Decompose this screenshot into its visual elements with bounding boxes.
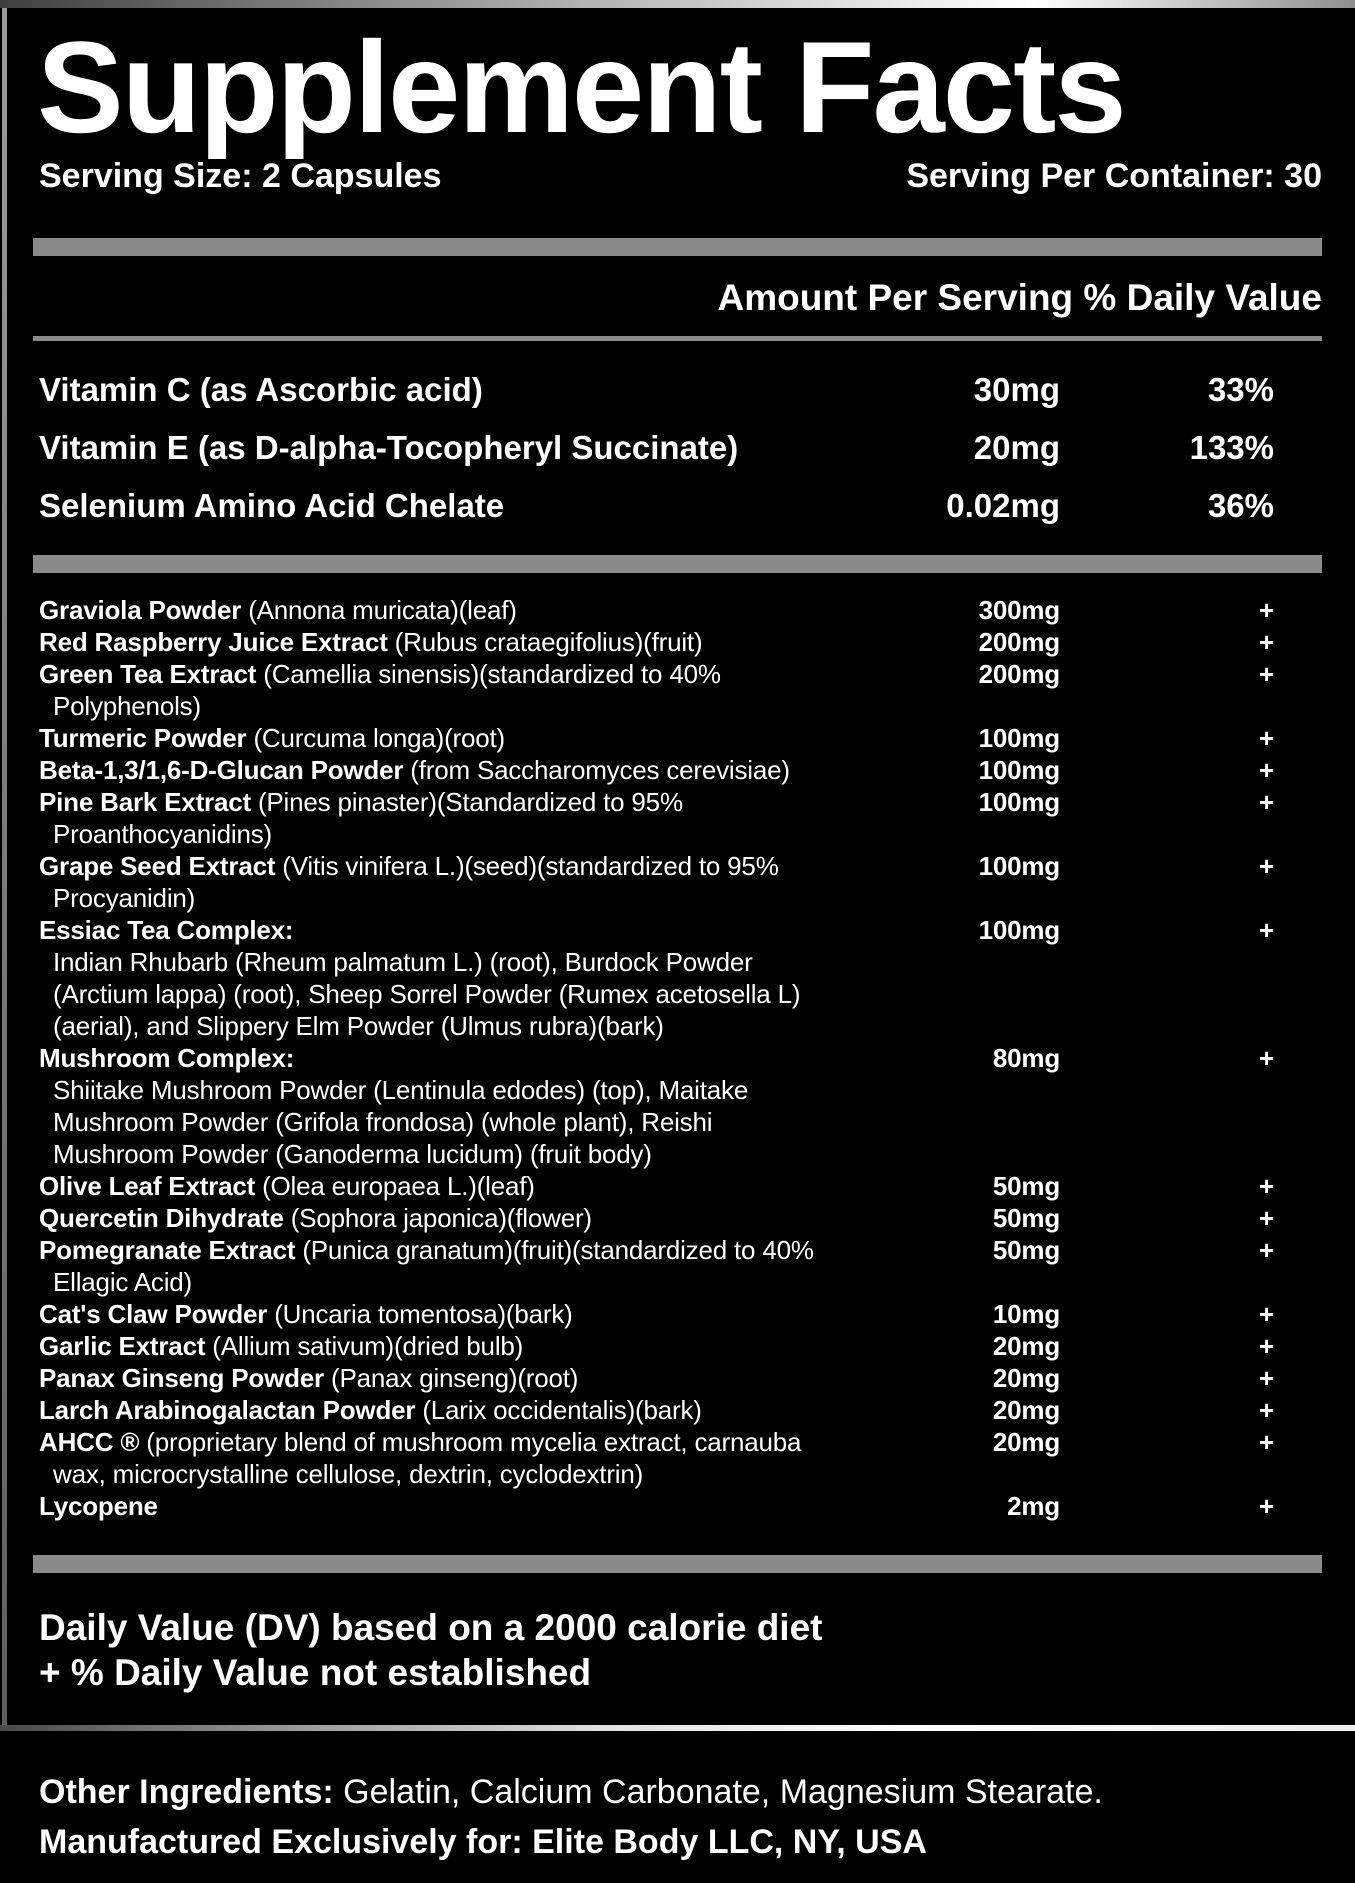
ingredient-description: (Rubus crataegifolius)(fruit) (394, 627, 703, 657)
ingredient-amount: 20mg (992, 1363, 1060, 1393)
ingredient-amount: 10mg (992, 1299, 1060, 1329)
ingredient-daily-value: + (1259, 851, 1274, 881)
ingredient-row (33, 658, 1322, 722)
ingredient-amount: 200mg (978, 627, 1060, 657)
ingredient-name: Larch Arabinogalactan Powder (39, 1395, 416, 1425)
ingredient-row (33, 1298, 1322, 1330)
ingredient-amount: 100mg (978, 915, 1060, 945)
ingredient-main-line (33, 1202, 1322, 1234)
ingredient-amount: 50mg (992, 1235, 1060, 1265)
ingredient-name: Pomegranate Extract (39, 1235, 296, 1265)
ingredient-name: Turmeric Powder (39, 723, 247, 753)
ingredient-name: Mushroom Complex: (39, 1043, 295, 1073)
other-ingredients-label: Other Ingredients: (39, 1773, 334, 1811)
ingredient-row (33, 850, 1322, 914)
ingredient-name-cell (33, 722, 860, 754)
divider-thin-rule (33, 336, 1322, 341)
ingredient-description: (from Saccharomyces cerevisiae) (410, 755, 790, 785)
ingredient-description: (Olea europaea L.)(leaf) (262, 1171, 535, 1201)
ingredient-description: (Panax ginseng)(root) (330, 1363, 579, 1393)
ingredient-description: (Vitis vinifera L.)(seed)(standardized to 95% (282, 851, 779, 881)
vitamin-name: Vitamin C (as Ascorbic acid) (39, 371, 483, 408)
ingredient-name: Graviola Powder (39, 595, 242, 625)
footer (33, 1767, 1322, 1867)
ingredient-daily-value: + (1259, 1203, 1274, 1233)
ingredient-name: Olive Leaf Extract (39, 1171, 256, 1201)
ingredient-daily-value: + (1259, 1299, 1274, 1329)
ingredient-daily-value: + (1259, 659, 1274, 689)
ingredient-row (33, 594, 1322, 626)
ingredient-name-cell (33, 1234, 860, 1266)
ingredient-row (33, 1170, 1322, 1202)
ingredient-amount: 2mg (1007, 1491, 1060, 1521)
ingredient-description: (Uncaria tomentosa)(bark) (274, 1299, 573, 1329)
ingredient-daily-value: + (1259, 723, 1274, 753)
ingredient-daily-value: + (1259, 1491, 1274, 1521)
ingredient-name: Essiac Tea Complex: (39, 915, 294, 945)
ingredient-amount: 50mg (992, 1171, 1060, 1201)
ingredient-main-line (33, 1490, 1322, 1522)
ingredient-main-line (33, 626, 1322, 658)
ingredient-description: (Larix occidentalis)(bark) (422, 1395, 702, 1425)
vitamin-amount: 0.02mg (946, 487, 1060, 524)
ingredient-name-cell (33, 1426, 860, 1458)
vitamin-daily-value: 133% (1189, 429, 1274, 466)
ingredient-amount: 100mg (978, 723, 1060, 753)
ingredient-description: (Sophora japonica)(flower) (290, 1203, 592, 1233)
page-title: Supplement Facts (37, 14, 1125, 160)
ingredient-amount: 20mg (992, 1395, 1060, 1425)
ingredient-daily-value: + (1259, 1043, 1274, 1073)
ingredient-row (33, 1394, 1322, 1426)
ingredient-daily-value: + (1259, 627, 1274, 657)
vitamin-amount: 30mg (973, 371, 1060, 408)
ingredient-main-line (33, 1362, 1322, 1394)
vitamin-daily-value: 33% (1207, 371, 1274, 408)
ingredient-continuation-line: Indian Rhubarb (Rheum palmatum L.) (root), Burdock Powder (53, 947, 753, 977)
ingredient-name: Lycopene (39, 1491, 158, 1521)
ingredient-daily-value: + (1259, 1235, 1274, 1265)
ingredient-main-line (33, 850, 1322, 882)
ingredient-amount: 20mg (992, 1331, 1060, 1361)
ingredient-name-cell (33, 1394, 860, 1426)
vitamin-name: Selenium Amino Acid Chelate (39, 487, 505, 524)
ingredient-main-line (33, 786, 1322, 818)
ingredient-daily-value: + (1259, 595, 1274, 625)
vitamin-row (33, 477, 1322, 535)
ingredient-continuation-line: (aerial), and Slippery Elm Powder (Ulmus rubra)(bark) (53, 1011, 664, 1041)
ingredient-continuation-line: Shiitake Mushroom Powder (Lentinula edodes) (top), Maitake (53, 1075, 749, 1105)
ingredient-row (33, 1362, 1322, 1394)
ingredient-main-line (33, 1170, 1322, 1202)
ingredient-name-cell (33, 1490, 860, 1522)
ingredient-main-line (33, 1298, 1322, 1330)
ingredient-daily-value: + (1259, 1395, 1274, 1425)
ingredient-daily-value: + (1259, 755, 1274, 785)
serving-per-container-text: Serving Per Container: 30 (906, 157, 1322, 195)
ingredient-row (33, 1330, 1322, 1362)
ingredient-name-cell (33, 1170, 860, 1202)
ingredient-name: Red Raspberry Juice Extract (39, 627, 388, 657)
ingredient-description: (Pines pinaster)(Standardized to 95% (257, 787, 683, 817)
ingredient-main-line (33, 1394, 1322, 1426)
ingredient-main-line (33, 594, 1322, 626)
ingredient-main-line (33, 1234, 1322, 1266)
daily-value-footnote: Daily Value (DV) based on a 2000 calorie diet (39, 1607, 823, 1648)
column-header: Amount Per Serving % Daily Value (717, 277, 1322, 318)
other-ingredients-line (39, 1767, 1322, 1817)
ingredient-continuation-line: Ellagic Acid) (53, 1267, 193, 1297)
ingredient-name: Grape Seed Extract (39, 851, 276, 881)
ingredient-continuation-line: Mushroom Powder (Grifola frondosa) (whole plant), Reishi (53, 1107, 713, 1137)
ingredient-amount: 80mg (992, 1043, 1060, 1073)
serving-info-row (33, 156, 1322, 196)
vitamin-name: Vitamin E (as D-alpha-Tocopheryl Succinate) (39, 429, 739, 466)
ingredient-main-line (33, 658, 1322, 690)
ingredient-row (33, 1490, 1322, 1522)
ingredient-description: (Camellia sinensis)(standardized to 40% (263, 659, 721, 689)
ingredient-main-line (33, 1330, 1322, 1362)
serving-size-text: Serving Size: 2 Capsules (39, 157, 442, 195)
not-established-footnote: + % Daily Value not established (39, 1652, 592, 1693)
ingredient-row (33, 786, 1322, 850)
manufactured-line: Manufactured Exclusively for: Elite Body LLC, NY, USA (39, 1823, 927, 1861)
ingredient-main-line (33, 1426, 1322, 1458)
ingredient-row (33, 722, 1322, 754)
ingredient-name-cell (33, 1330, 860, 1362)
ingredient-amount: 100mg (978, 787, 1060, 817)
ingredient-daily-value: + (1259, 787, 1274, 817)
divider-bar-top (33, 238, 1322, 256)
vitamin-amount: 20mg (973, 429, 1060, 466)
ingredient-name-cell (33, 626, 860, 658)
ingredient-daily-value: + (1259, 1427, 1274, 1457)
ingredient-name-cell (33, 1202, 860, 1234)
ingredient-daily-value: + (1259, 915, 1274, 945)
ingredient-description: (Allium sativum)(dried bulb) (212, 1331, 524, 1361)
ingredient-continuation-line: Procyanidin) (53, 883, 196, 913)
ingredient-row (33, 626, 1322, 658)
vitamin-daily-value: 36% (1207, 487, 1274, 524)
vitamins-section (33, 361, 1322, 535)
ingredient-name-cell (33, 1362, 860, 1394)
ingredient-amount: 100mg (978, 851, 1060, 881)
ingredient-row (33, 1202, 1322, 1234)
ingredient-description: (Annona muricata)(leaf) (248, 595, 517, 625)
ingredient-main-line (33, 722, 1322, 754)
ingredient-name: Pine Bark Extract (39, 787, 251, 817)
vitamin-row (33, 419, 1322, 477)
ingredient-name-cell (33, 754, 860, 786)
ingredient-continuation-line: Mushroom Powder (Ganoderma lucidum) (fruit body) (53, 1139, 652, 1169)
ingredient-name-cell (33, 1042, 860, 1074)
divider-bar-bottom (33, 1555, 1322, 1573)
ingredient-name: Green Tea Extract (39, 659, 257, 689)
ingredient-amount: 20mg (992, 1427, 1060, 1457)
ingredient-name: Quercetin Dihydrate (39, 1203, 284, 1233)
ingredient-name-cell (33, 914, 860, 946)
ingredient-amount: 200mg (978, 659, 1060, 689)
ingredient-description: (proprietary blend of mushroom mycelia extract, carnauba (146, 1427, 802, 1457)
ingredient-continuation-line: wax, microcrystalline cellulose, dextrin, cyclodextrin) (53, 1459, 644, 1489)
ingredient-name: Cat's Claw Powder (39, 1299, 268, 1329)
ingredient-amount: 50mg (992, 1203, 1060, 1233)
ingredient-name-cell (33, 658, 860, 690)
other-ingredients-value: Gelatin, Calcium Carbonate, Magnesium Stearate. (343, 1773, 1103, 1811)
footnotes (33, 1605, 1322, 1695)
ingredient-name-cell (33, 1298, 860, 1330)
ingredient-row (33, 1426, 1322, 1490)
vitamin-row (33, 361, 1322, 419)
ingredient-row (33, 1042, 1322, 1170)
ingredient-row (33, 914, 1322, 1042)
ingredient-main-line (33, 914, 1322, 946)
ingredient-name: AHCC ® (39, 1427, 140, 1457)
ingredient-main-line (33, 1042, 1322, 1074)
ingredient-name: Beta-1,3/1,6-D-Glucan Powder (39, 755, 404, 785)
ingredient-name: Panax Ginseng Powder (39, 1363, 324, 1393)
ingredient-name-cell (33, 786, 860, 818)
ingredient-name-cell (33, 594, 860, 626)
ingredient-daily-value: + (1259, 1331, 1274, 1361)
ingredient-amount: 100mg (978, 755, 1060, 785)
ingredient-continuation-line: Proanthocyanidins) (53, 819, 272, 849)
ingredient-row (33, 1234, 1322, 1298)
ingredient-daily-value: + (1259, 1171, 1274, 1201)
ingredient-daily-value: + (1259, 1363, 1274, 1393)
ingredient-description: (Punica granatum)(fruit)(standardized to 40% (302, 1235, 814, 1265)
ingredient-name: Garlic Extract (39, 1331, 206, 1361)
ingredient-row (33, 754, 1322, 786)
divider-bar-middle (33, 555, 1322, 573)
ingredient-description: (Curcuma longa)(root) (253, 723, 506, 753)
ingredient-main-line (33, 754, 1322, 786)
ingredient-amount: 300mg (978, 595, 1060, 625)
ingredient-name-cell (33, 850, 860, 882)
ingredients-section (33, 594, 1322, 1522)
ingredient-continuation-line: Polyphenols) (53, 691, 201, 721)
ingredient-continuation-line: (Arctium lappa) (root), Sheep Sorrel Powder (Rumex acetosella L) (53, 979, 801, 1009)
